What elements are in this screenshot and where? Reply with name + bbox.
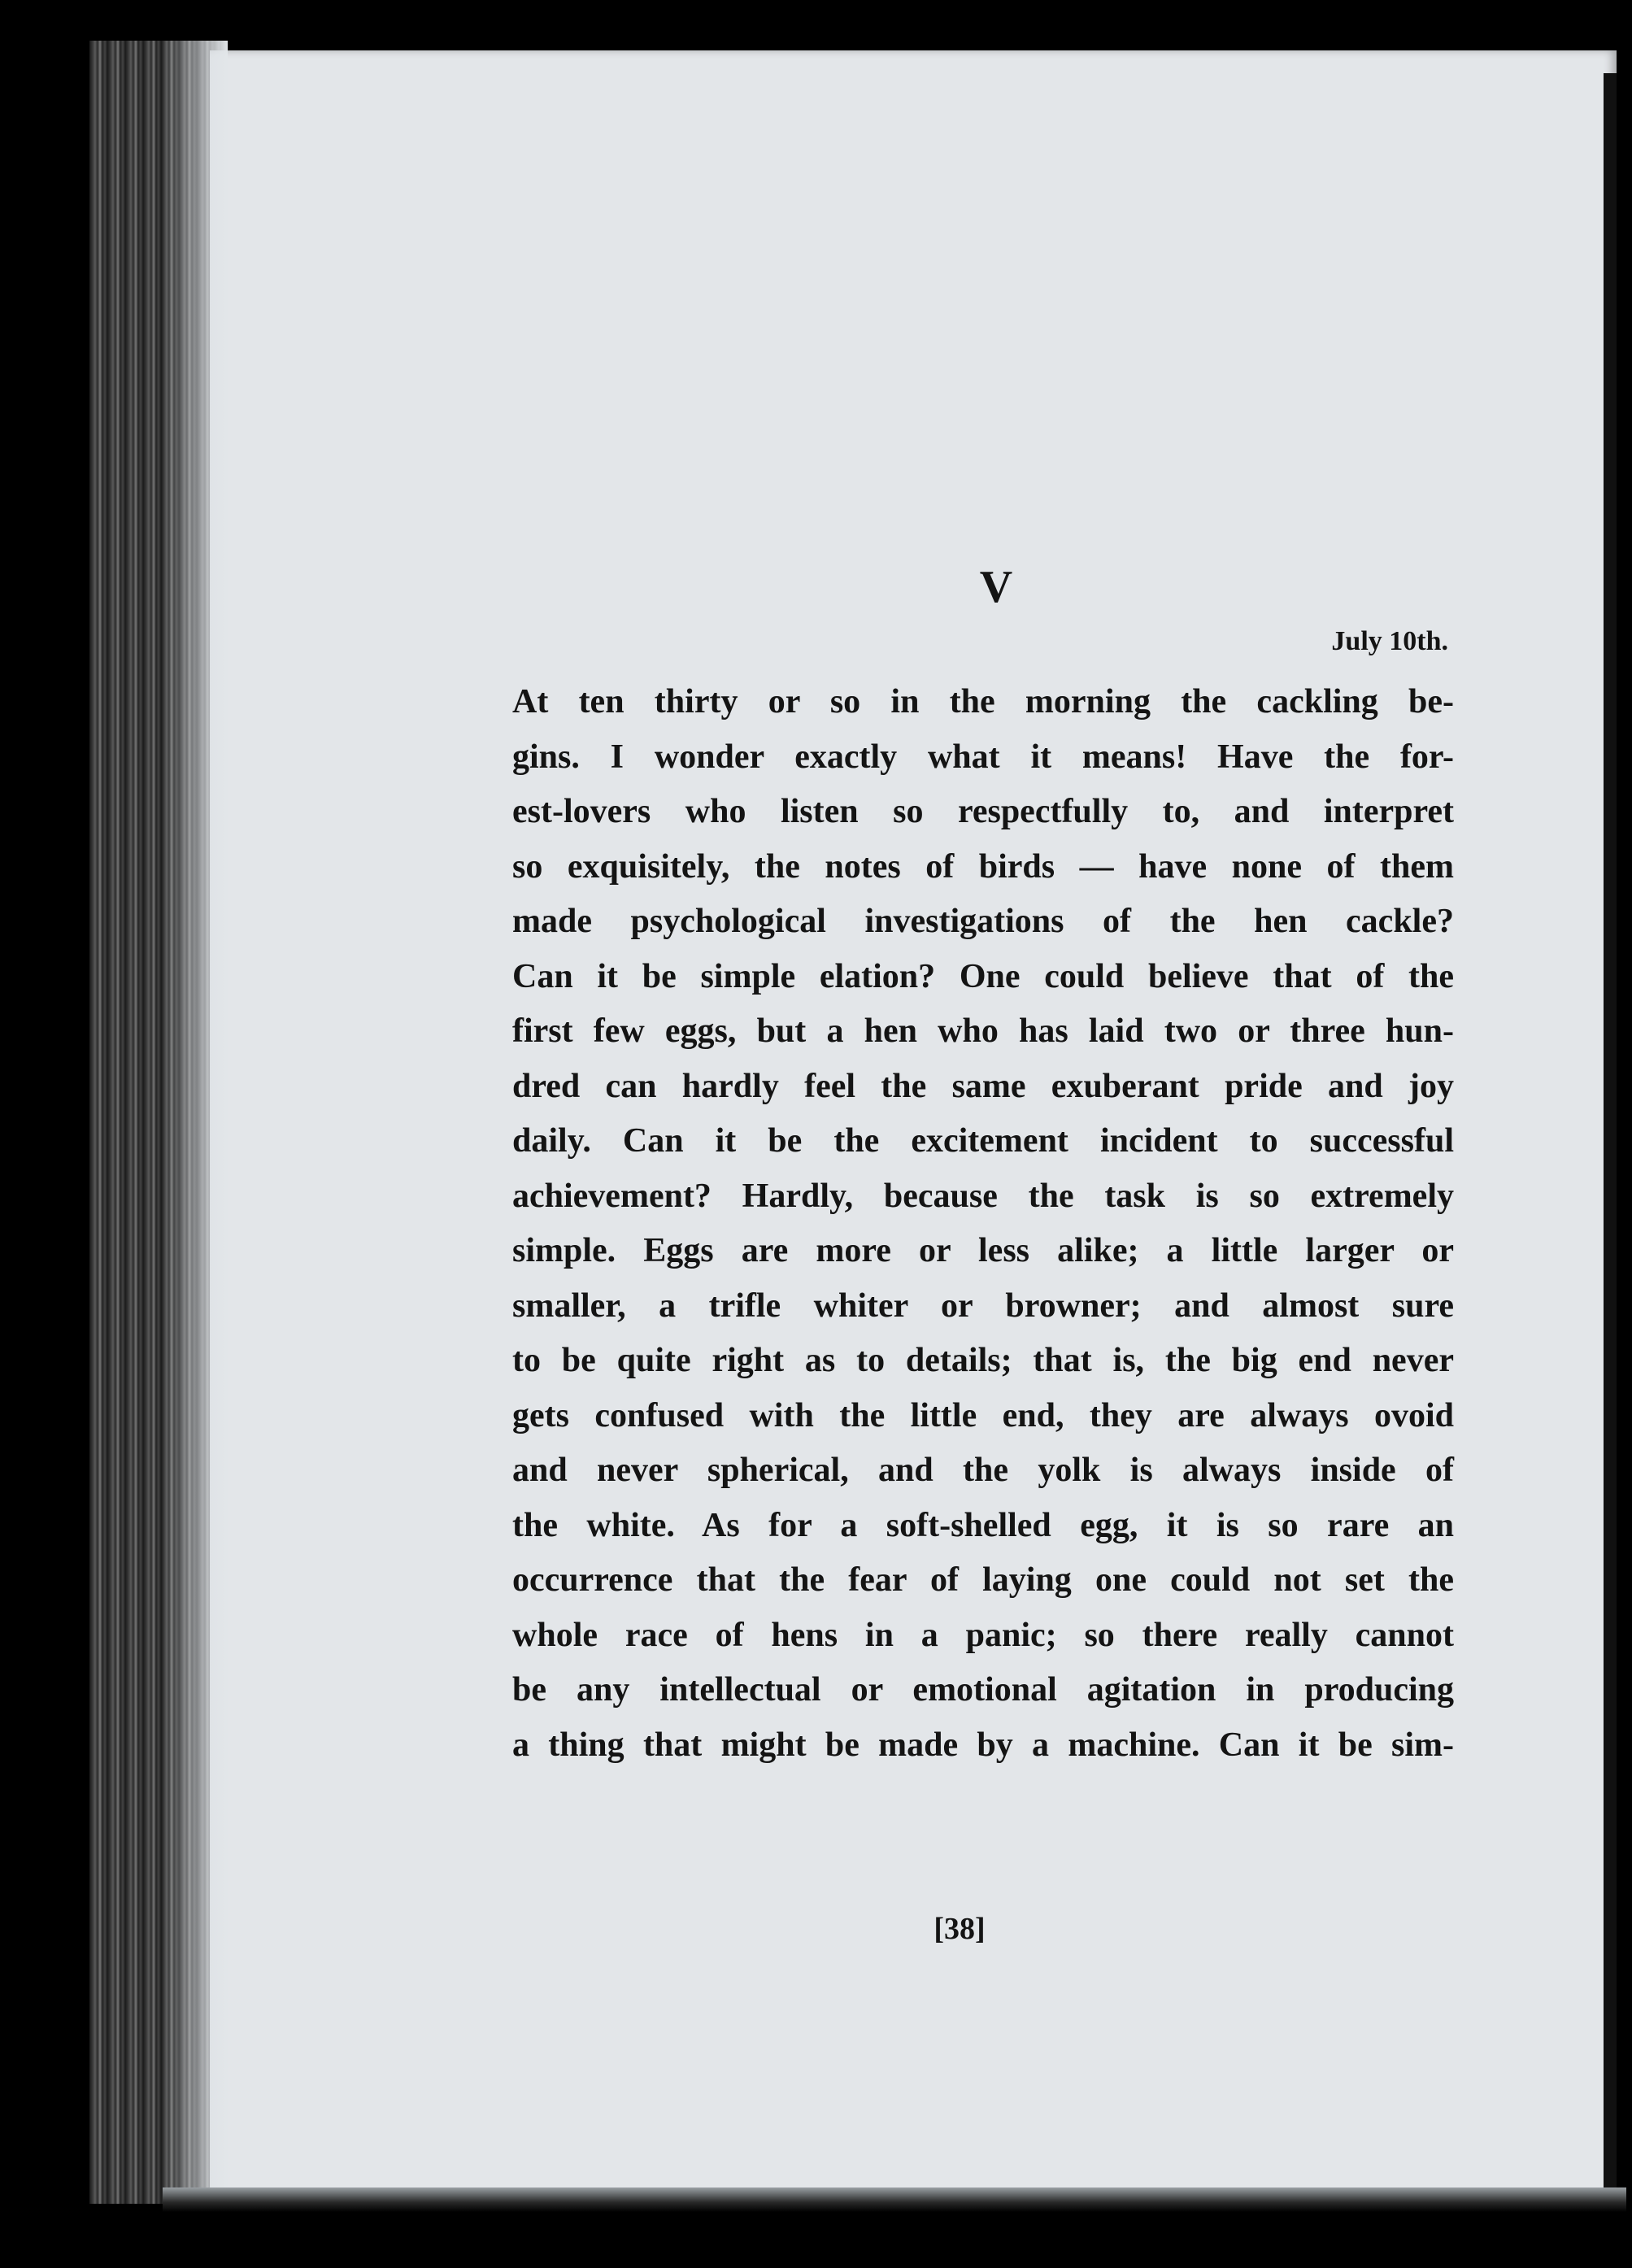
gutter-shadow bbox=[163, 41, 228, 2204]
text-line: smaller, a trifle whiter or browner; and almost sure bbox=[512, 1286, 1454, 1325]
text-line: a thing that might be made by a machine. Can it be sim- bbox=[512, 1726, 1454, 1764]
text-line: to be quite right as to details; that is, the big end never bbox=[512, 1342, 1454, 1379]
text-line: simple. Eggs are more or less alike; a little larger or bbox=[512, 1232, 1454, 1269]
page-number: [38] bbox=[934, 1912, 986, 1946]
entry-date: July 10th. bbox=[1331, 626, 1448, 656]
chapter-numeral: V bbox=[979, 562, 1013, 612]
text-line: so exquisitely, the notes of birds — have none of them bbox=[512, 847, 1454, 886]
text-line: est-lovers who listen so respectfully to, and interpret bbox=[512, 793, 1454, 830]
page-bottom-edge bbox=[163, 2187, 1626, 2212]
text-line: At ten thirty or so in the morning the cackling be- bbox=[512, 683, 1454, 720]
text-line: occurrence that the fear of laying one could not set the bbox=[512, 1561, 1454, 1599]
text-line: achievement? Hardly, because the task is so extremely bbox=[512, 1177, 1454, 1215]
text-line: dred can hardly feel the same exuberant pride and joy bbox=[512, 1067, 1454, 1105]
text-line: whole race of hens in a panic; so there really cannot bbox=[512, 1616, 1454, 1654]
text-line: gets confused with the little end, they are always ovoid bbox=[512, 1396, 1454, 1434]
text-line: Can it be simple elation? One could believe that of the bbox=[512, 957, 1454, 995]
page-right-edge bbox=[1604, 73, 1617, 2196]
text-line: first few eggs, but a hen who has laid two or three hun- bbox=[512, 1012, 1454, 1050]
text-line: and never spherical, and the yolk is always inside of bbox=[512, 1452, 1454, 1489]
text-line: gins. I wonder exactly what it means! Have the for- bbox=[512, 738, 1454, 776]
text-line: daily. Can it be the excitement incident to successful bbox=[512, 1122, 1454, 1160]
text-line: made psychological investigations of the hen cackle? bbox=[512, 903, 1454, 940]
text-line: the white. As for a soft-shelled egg, it is so rare an bbox=[512, 1506, 1454, 1544]
text-line: be any intellectual or emotional agitation in producing bbox=[512, 1671, 1454, 1709]
